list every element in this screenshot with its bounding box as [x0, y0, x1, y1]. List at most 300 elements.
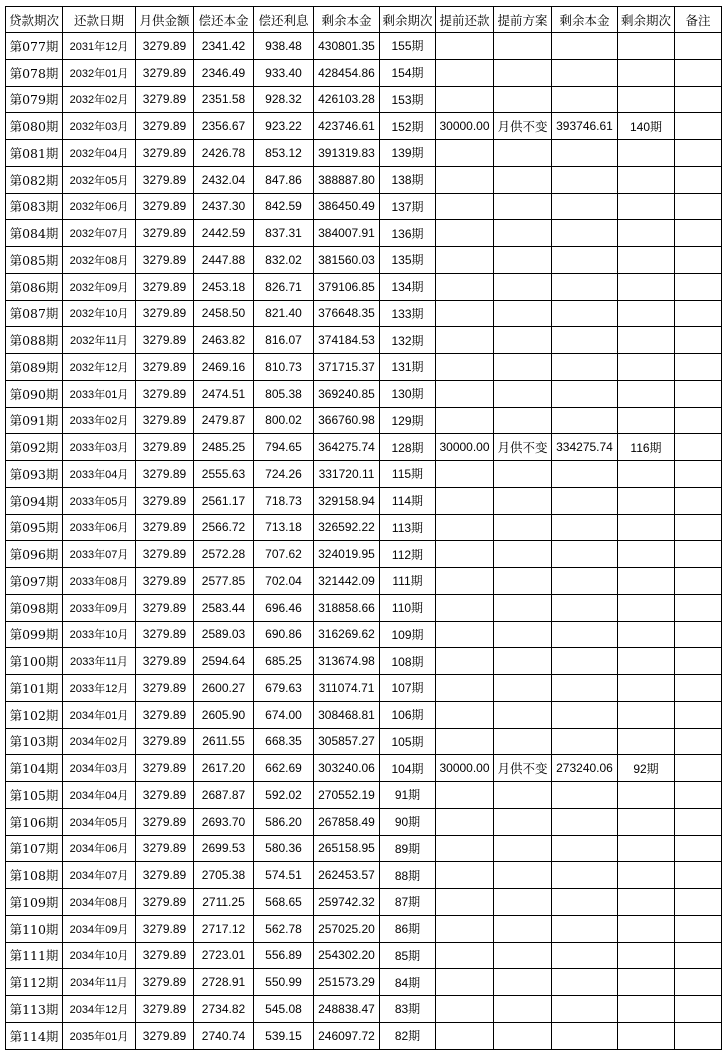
cell-principal-paid: 2474.51	[194, 380, 254, 407]
cell-prepayment-plan	[494, 407, 552, 434]
cell-loan-period: 第085期	[6, 247, 63, 274]
cell-monthly-payment: 3279.89	[136, 996, 194, 1023]
cell-monthly-payment: 3279.89	[136, 407, 194, 434]
cell-remaining-periods: 133期	[380, 300, 436, 327]
cell-remaining-principal: 379106.85	[314, 273, 380, 300]
cell-loan-period: 第113期	[6, 996, 63, 1023]
cell-payment-date: 2034年02月	[63, 728, 136, 755]
cell-remarks	[675, 915, 722, 942]
cell-interest-paid: 928.32	[254, 86, 314, 113]
cell-remaining-periods: 115期	[380, 461, 436, 488]
cell-prepayment-plan: 月供不变	[494, 113, 552, 140]
cell-prepayment	[436, 487, 494, 514]
cell-remaining-periods: 131期	[380, 354, 436, 381]
cell-remaining-periods: 91期	[380, 782, 436, 809]
cell-interest-paid: 690.86	[254, 621, 314, 648]
cell-prepayment-plan	[494, 166, 552, 193]
cell-remarks	[675, 862, 722, 889]
cell-new-remaining-periods	[618, 808, 675, 835]
cell-remarks	[675, 380, 722, 407]
cell-prepayment-plan	[494, 354, 552, 381]
cell-principal-paid: 2717.12	[194, 915, 254, 942]
cell-new-remaining-principal	[552, 942, 618, 969]
cell-remarks	[675, 728, 722, 755]
cell-new-remaining-principal	[552, 675, 618, 702]
cell-new-remaining-periods	[618, 380, 675, 407]
cell-remaining-principal: 430801.35	[314, 33, 380, 60]
cell-prepayment	[436, 835, 494, 862]
cell-loan-period: 第105期	[6, 782, 63, 809]
cell-prepayment	[436, 541, 494, 568]
cell-payment-date: 2032年12月	[63, 354, 136, 381]
cell-prepayment	[436, 407, 494, 434]
cell-remaining-principal: 308468.81	[314, 701, 380, 728]
cell-principal-paid: 2699.53	[194, 835, 254, 862]
cell-remaining-principal: 331720.11	[314, 461, 380, 488]
cell-new-remaining-periods	[618, 675, 675, 702]
cell-loan-period: 第107期	[6, 835, 63, 862]
cell-loan-period: 第109期	[6, 889, 63, 916]
cell-remaining-periods: 86期	[380, 915, 436, 942]
cell-monthly-payment: 3279.89	[136, 701, 194, 728]
cell-loan-period: 第090期	[6, 380, 63, 407]
header-remaining-periods: 剩余期次	[380, 7, 436, 33]
cell-remaining-principal: 248838.47	[314, 996, 380, 1023]
cell-principal-paid: 2583.44	[194, 594, 254, 621]
cell-interest-paid: 592.02	[254, 782, 314, 809]
cell-loan-period: 第079期	[6, 86, 63, 113]
cell-remaining-periods: 112期	[380, 541, 436, 568]
cell-new-remaining-principal	[552, 915, 618, 942]
cell-loan-period: 第102期	[6, 701, 63, 728]
cell-interest-paid: 800.02	[254, 407, 314, 434]
cell-prepayment-plan	[494, 461, 552, 488]
cell-interest-paid: 556.89	[254, 942, 314, 969]
cell-remaining-principal: 257025.20	[314, 915, 380, 942]
cell-payment-date: 2034年04月	[63, 782, 136, 809]
cell-new-remaining-periods	[618, 407, 675, 434]
cell-payment-date: 2033年03月	[63, 434, 136, 461]
cell-remarks	[675, 996, 722, 1023]
cell-remarks	[675, 327, 722, 354]
cell-prepayment-plan	[494, 835, 552, 862]
cell-interest-paid: 923.22	[254, 113, 314, 140]
cell-monthly-payment: 3279.89	[136, 140, 194, 167]
cell-loan-period: 第100期	[6, 648, 63, 675]
cell-interest-paid: 847.86	[254, 166, 314, 193]
cell-principal-paid: 2687.87	[194, 782, 254, 809]
cell-principal-paid: 2469.16	[194, 354, 254, 381]
cell-new-remaining-principal: 393746.61	[552, 113, 618, 140]
cell-new-remaining-periods: 140期	[618, 113, 675, 140]
cell-principal-paid: 2705.38	[194, 862, 254, 889]
cell-new-remaining-principal	[552, 541, 618, 568]
cell-remaining-periods: 111期	[380, 568, 436, 595]
cell-remarks	[675, 140, 722, 167]
cell-monthly-payment: 3279.89	[136, 835, 194, 862]
cell-payment-date: 2032年09月	[63, 273, 136, 300]
cell-monthly-payment: 3279.89	[136, 755, 194, 782]
cell-new-remaining-periods	[618, 889, 675, 916]
cell-principal-paid: 2485.25	[194, 434, 254, 461]
cell-interest-paid: 568.65	[254, 889, 314, 916]
cell-remarks	[675, 648, 722, 675]
cell-new-remaining-periods	[618, 568, 675, 595]
cell-prepayment-plan	[494, 675, 552, 702]
table-row	[6, 407, 722, 434]
cell-prepayment	[436, 568, 494, 595]
cell-interest-paid: 842.59	[254, 193, 314, 220]
cell-loan-period: 第086期	[6, 273, 63, 300]
cell-new-remaining-periods	[618, 969, 675, 996]
cell-monthly-payment: 3279.89	[136, 59, 194, 86]
cell-remaining-principal: 391319.83	[314, 140, 380, 167]
cell-new-remaining-periods: 92期	[618, 755, 675, 782]
cell-remarks	[675, 273, 722, 300]
cell-loan-period: 第082期	[6, 166, 63, 193]
cell-remaining-periods: 128期	[380, 434, 436, 461]
cell-prepayment	[436, 380, 494, 407]
cell-prepayment	[436, 996, 494, 1023]
cell-remarks	[675, 86, 722, 113]
cell-principal-paid: 2728.91	[194, 969, 254, 996]
cell-payment-date: 2033年01月	[63, 380, 136, 407]
cell-interest-paid: 826.71	[254, 273, 314, 300]
cell-prepayment	[436, 808, 494, 835]
cell-prepayment	[436, 782, 494, 809]
cell-remaining-principal: 265158.95	[314, 835, 380, 862]
cell-new-remaining-principal	[552, 300, 618, 327]
cell-remarks	[675, 247, 722, 274]
cell-new-remaining-principal	[552, 327, 618, 354]
cell-remaining-principal: 246097.72	[314, 1022, 380, 1049]
cell-principal-paid: 2442.59	[194, 220, 254, 247]
cell-remaining-periods: 152期	[380, 113, 436, 140]
cell-monthly-payment: 3279.89	[136, 354, 194, 381]
cell-prepayment	[436, 942, 494, 969]
cell-remarks	[675, 407, 722, 434]
cell-new-remaining-periods	[618, 461, 675, 488]
cell-new-remaining-principal	[552, 568, 618, 595]
cell-remaining-periods: 114期	[380, 487, 436, 514]
cell-payment-date: 2033年11月	[63, 648, 136, 675]
cell-payment-date: 2032年06月	[63, 193, 136, 220]
cell-prepayment-plan	[494, 59, 552, 86]
cell-remaining-principal: 313674.98	[314, 648, 380, 675]
cell-new-remaining-principal	[552, 996, 618, 1023]
table-row	[6, 273, 722, 300]
cell-monthly-payment: 3279.89	[136, 541, 194, 568]
cell-remaining-periods: 139期	[380, 140, 436, 167]
cell-remaining-principal: 428454.86	[314, 59, 380, 86]
table-row	[6, 701, 722, 728]
cell-monthly-payment: 3279.89	[136, 889, 194, 916]
cell-principal-paid: 2437.30	[194, 193, 254, 220]
table-row	[6, 193, 722, 220]
cell-principal-paid: 2723.01	[194, 942, 254, 969]
cell-remaining-principal: 326592.22	[314, 514, 380, 541]
cell-remaining-principal: 321442.09	[314, 568, 380, 595]
cell-remarks	[675, 889, 722, 916]
cell-prepayment	[436, 648, 494, 675]
cell-new-remaining-periods	[618, 514, 675, 541]
cell-remarks	[675, 193, 722, 220]
cell-payment-date: 2032年04月	[63, 140, 136, 167]
cell-monthly-payment: 3279.89	[136, 808, 194, 835]
cell-loan-period: 第103期	[6, 728, 63, 755]
cell-new-remaining-periods	[618, 354, 675, 381]
cell-loan-period: 第083期	[6, 193, 63, 220]
cell-interest-paid: 574.51	[254, 862, 314, 889]
table-row	[6, 487, 722, 514]
cell-new-remaining-principal	[552, 166, 618, 193]
table-row	[6, 755, 722, 782]
cell-interest-paid: 674.00	[254, 701, 314, 728]
cell-prepayment-plan	[494, 889, 552, 916]
cell-interest-paid: 662.69	[254, 755, 314, 782]
cell-interest-paid: 545.08	[254, 996, 314, 1023]
cell-prepayment-plan	[494, 568, 552, 595]
cell-payment-date: 2032年05月	[63, 166, 136, 193]
cell-prepayment	[436, 514, 494, 541]
cell-interest-paid: 707.62	[254, 541, 314, 568]
cell-new-remaining-principal	[552, 701, 618, 728]
cell-remaining-principal: 267858.49	[314, 808, 380, 835]
cell-prepayment	[436, 621, 494, 648]
cell-monthly-payment: 3279.89	[136, 166, 194, 193]
cell-prepayment-plan	[494, 33, 552, 60]
cell-monthly-payment: 3279.89	[136, 380, 194, 407]
cell-new-remaining-principal	[552, 1022, 618, 1049]
cell-remaining-periods: 90期	[380, 808, 436, 835]
header-row	[6, 7, 722, 33]
cell-new-remaining-principal	[552, 59, 618, 86]
cell-payment-date: 2033年04月	[63, 461, 136, 488]
cell-new-remaining-periods	[618, 541, 675, 568]
cell-loan-period: 第084期	[6, 220, 63, 247]
cell-remaining-principal: 364275.74	[314, 434, 380, 461]
cell-remaining-periods: 137期	[380, 193, 436, 220]
cell-interest-paid: 837.31	[254, 220, 314, 247]
cell-new-remaining-principal: 334275.74	[552, 434, 618, 461]
cell-remarks	[675, 33, 722, 60]
table-row	[6, 808, 722, 835]
cell-new-remaining-principal	[552, 354, 618, 381]
cell-monthly-payment: 3279.89	[136, 1022, 194, 1049]
cell-remaining-periods: 138期	[380, 166, 436, 193]
cell-prepayment-plan	[494, 1022, 552, 1049]
cell-loan-period: 第112期	[6, 969, 63, 996]
cell-remaining-principal: 384007.91	[314, 220, 380, 247]
table-row	[6, 220, 722, 247]
cell-payment-date: 2034年05月	[63, 808, 136, 835]
cell-payment-date: 2034年03月	[63, 755, 136, 782]
cell-new-remaining-periods	[618, 247, 675, 274]
cell-remaining-principal: 388887.80	[314, 166, 380, 193]
cell-loan-period: 第093期	[6, 461, 63, 488]
cell-new-remaining-principal	[552, 514, 618, 541]
cell-payment-date: 2034年01月	[63, 701, 136, 728]
cell-principal-paid: 2600.27	[194, 675, 254, 702]
cell-principal-paid: 2605.90	[194, 701, 254, 728]
cell-remaining-periods: 87期	[380, 889, 436, 916]
cell-prepayment	[436, 889, 494, 916]
header-prepayment: 提前还款	[436, 7, 494, 33]
cell-loan-period: 第091期	[6, 407, 63, 434]
table-row	[6, 514, 722, 541]
cell-prepayment-plan	[494, 514, 552, 541]
cell-remaining-periods: 83期	[380, 996, 436, 1023]
cell-monthly-payment: 3279.89	[136, 942, 194, 969]
header-loan-period: 贷款期次	[6, 7, 63, 33]
cell-principal-paid: 2693.70	[194, 808, 254, 835]
cell-new-remaining-periods	[618, 594, 675, 621]
cell-remaining-periods: 153期	[380, 86, 436, 113]
cell-principal-paid: 2351.58	[194, 86, 254, 113]
cell-payment-date: 2032年08月	[63, 247, 136, 274]
table-row	[6, 568, 722, 595]
cell-new-remaining-principal	[552, 487, 618, 514]
cell-loan-period: 第099期	[6, 621, 63, 648]
cell-new-remaining-periods	[618, 942, 675, 969]
cell-remaining-principal: 303240.06	[314, 755, 380, 782]
cell-new-remaining-periods	[618, 782, 675, 809]
header-payment-date: 还款日期	[63, 7, 136, 33]
cell-remaining-principal: 324019.95	[314, 541, 380, 568]
header-new-remaining-principal: 剩余本金	[552, 7, 618, 33]
cell-payment-date: 2032年02月	[63, 86, 136, 113]
cell-remarks	[675, 166, 722, 193]
cell-remarks	[675, 782, 722, 809]
table-row	[6, 434, 722, 461]
cell-payment-date: 2035年01月	[63, 1022, 136, 1049]
cell-new-remaining-principal	[552, 835, 618, 862]
cell-prepayment-plan	[494, 782, 552, 809]
cell-prepayment-plan	[494, 140, 552, 167]
cell-new-remaining-periods: 116期	[618, 434, 675, 461]
cell-prepayment-plan	[494, 594, 552, 621]
cell-remarks	[675, 675, 722, 702]
cell-monthly-payment: 3279.89	[136, 675, 194, 702]
cell-prepayment-plan: 月供不变	[494, 755, 552, 782]
header-remarks: 备注	[675, 7, 722, 33]
cell-remaining-principal: 374184.53	[314, 327, 380, 354]
cell-prepayment-plan	[494, 701, 552, 728]
cell-remaining-principal: 270552.19	[314, 782, 380, 809]
cell-interest-paid: 805.38	[254, 380, 314, 407]
cell-monthly-payment: 3279.89	[136, 327, 194, 354]
cell-monthly-payment: 3279.89	[136, 193, 194, 220]
cell-remaining-principal: 311074.71	[314, 675, 380, 702]
cell-remaining-periods: 88期	[380, 862, 436, 889]
cell-principal-paid: 2458.50	[194, 300, 254, 327]
table-row	[6, 166, 722, 193]
cell-monthly-payment: 3279.89	[136, 220, 194, 247]
cell-new-remaining-periods	[618, 728, 675, 755]
cell-interest-paid: 702.04	[254, 568, 314, 595]
header-monthly-payment: 月供金额	[136, 7, 194, 33]
table-row	[6, 942, 722, 969]
table-row	[6, 915, 722, 942]
cell-principal-paid: 2561.17	[194, 487, 254, 514]
cell-payment-date: 2034年09月	[63, 915, 136, 942]
cell-monthly-payment: 3279.89	[136, 487, 194, 514]
cell-principal-paid: 2426.78	[194, 140, 254, 167]
cell-new-remaining-periods	[618, 701, 675, 728]
cell-remaining-periods: 132期	[380, 327, 436, 354]
cell-monthly-payment: 3279.89	[136, 621, 194, 648]
cell-payment-date: 2033年05月	[63, 487, 136, 514]
cell-prepayment: 30000.00	[436, 755, 494, 782]
cell-interest-paid: 816.07	[254, 327, 314, 354]
cell-remaining-periods: 110期	[380, 594, 436, 621]
cell-new-remaining-periods	[618, 300, 675, 327]
cell-monthly-payment: 3279.89	[136, 113, 194, 140]
cell-remarks	[675, 541, 722, 568]
table-row	[6, 889, 722, 916]
cell-prepayment-plan	[494, 942, 552, 969]
table-row	[6, 86, 722, 113]
cell-interest-paid: 718.73	[254, 487, 314, 514]
cell-prepayment	[436, 59, 494, 86]
cell-remaining-principal: 381560.03	[314, 247, 380, 274]
cell-remaining-periods: 109期	[380, 621, 436, 648]
cell-principal-paid: 2594.64	[194, 648, 254, 675]
cell-payment-date: 2034年12月	[63, 996, 136, 1023]
cell-principal-paid: 2611.55	[194, 728, 254, 755]
cell-remaining-principal: 329158.94	[314, 487, 380, 514]
cell-payment-date: 2032年03月	[63, 113, 136, 140]
cell-remarks	[675, 514, 722, 541]
cell-payment-date: 2033年12月	[63, 675, 136, 702]
cell-new-remaining-periods	[618, 1022, 675, 1049]
cell-new-remaining-periods	[618, 193, 675, 220]
cell-prepayment-plan	[494, 621, 552, 648]
cell-prepayment-plan	[494, 273, 552, 300]
table-row	[6, 621, 722, 648]
cell-remaining-principal: 369240.85	[314, 380, 380, 407]
cell-interest-paid: 933.40	[254, 59, 314, 86]
cell-monthly-payment: 3279.89	[136, 648, 194, 675]
cell-remaining-periods: 154期	[380, 59, 436, 86]
cell-remarks	[675, 1022, 722, 1049]
cell-monthly-payment: 3279.89	[136, 915, 194, 942]
cell-remaining-periods: 108期	[380, 648, 436, 675]
cell-loan-period: 第096期	[6, 541, 63, 568]
cell-new-remaining-periods	[618, 621, 675, 648]
header-new-remaining-periods: 剩余期次	[618, 7, 675, 33]
cell-loan-period: 第081期	[6, 140, 63, 167]
table-row	[6, 1022, 722, 1049]
cell-prepayment-plan	[494, 193, 552, 220]
header-principal-paid: 偿还本金	[194, 7, 254, 33]
cell-new-remaining-principal	[552, 461, 618, 488]
table-row	[6, 113, 722, 140]
cell-new-remaining-principal	[552, 889, 618, 916]
cell-remarks	[675, 220, 722, 247]
cell-remaining-principal: 426103.28	[314, 86, 380, 113]
cell-loan-period: 第092期	[6, 434, 63, 461]
cell-remaining-principal: 251573.29	[314, 969, 380, 996]
table-row	[6, 247, 722, 274]
cell-prepayment-plan	[494, 808, 552, 835]
cell-payment-date: 2033年06月	[63, 514, 136, 541]
header-interest-paid: 偿还利息	[254, 7, 314, 33]
table-row	[6, 300, 722, 327]
cell-remaining-periods: 106期	[380, 701, 436, 728]
cell-monthly-payment: 3279.89	[136, 86, 194, 113]
cell-loan-period: 第088期	[6, 327, 63, 354]
